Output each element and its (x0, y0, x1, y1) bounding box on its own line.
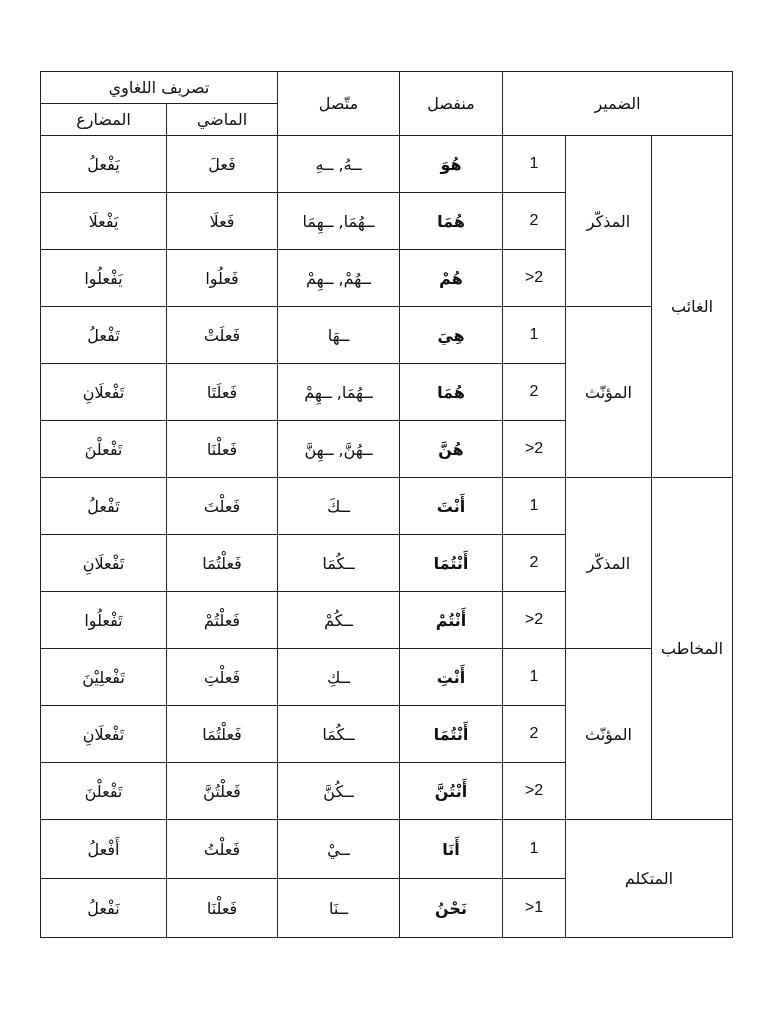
madi-cell: فَعلْتَ (167, 478, 278, 535)
munfasil-cell: أَنْتَ (400, 478, 503, 535)
gender-cell: المذكّر (566, 136, 652, 307)
number-cell: 1 (503, 478, 566, 535)
munfasil-cell: هُوَ (400, 136, 503, 193)
mudari-cell: تَفْعلَانِ (41, 706, 167, 763)
mudari-header: المضارع (41, 104, 167, 136)
munfasil-cell: هِيَ (400, 307, 503, 364)
madi-cell: فَعلْتُ (167, 820, 278, 879)
madi-cell: فَعلْنَا (167, 421, 278, 478)
pronoun-header: الضمير (503, 72, 733, 136)
muttasil-cell: ــكَ (278, 478, 400, 535)
munfasil-cell: أَنْتُنَّ (400, 763, 503, 820)
madi-cell: فَعلَتْ (167, 307, 278, 364)
munfasil-cell: أَنْتُمْ (400, 592, 503, 649)
muttasil-cell: ــكُمَا (278, 535, 400, 592)
madi-cell: فَعلَ (167, 136, 278, 193)
number-cell: 2 (503, 364, 566, 421)
conjugation-header: تصريف اللغاوي (41, 72, 278, 104)
mudari-cell: نَفْعلُ (41, 879, 167, 938)
mudari-cell: تَفْعلْنَ (41, 421, 167, 478)
number-cell: 2 (503, 193, 566, 250)
madi-cell: فَعلْتُمَا (167, 706, 278, 763)
number-cell: 1 (503, 649, 566, 706)
muttasil-cell: ــنَا (278, 879, 400, 938)
number-cell: >2 (503, 250, 566, 307)
table-row (41, 307, 733, 364)
munfasil-cell: أَنَا (400, 820, 503, 879)
munfasil-cell: أَنْتُمَا (400, 535, 503, 592)
mudari-cell: تَفْعلُ (41, 307, 167, 364)
person-cell: المتكلم (566, 820, 733, 938)
munfasil-cell: أَنْتُمَا (400, 706, 503, 763)
number-cell: 1 (503, 136, 566, 193)
header-row-1 (41, 72, 733, 104)
number-cell: >2 (503, 592, 566, 649)
number-cell: 2 (503, 706, 566, 763)
muttasil-header: متّصل (278, 72, 400, 136)
number-cell: >2 (503, 763, 566, 820)
munfasil-cell: هُنَّ (400, 421, 503, 478)
person-cell: الغائب (652, 136, 733, 478)
mudari-cell: تَفْعلَانِ (41, 364, 167, 421)
madi-cell: فَعلْنَا (167, 879, 278, 938)
munfasil-cell: أَنْتِ (400, 649, 503, 706)
madi-cell: فَعلْتُمَا (167, 535, 278, 592)
gender-cell: المؤنّث (566, 307, 652, 478)
mudari-cell: تَفْعلِيْنَ (41, 649, 167, 706)
madi-cell: فَعلْتِ (167, 649, 278, 706)
number-cell: >1 (503, 879, 566, 938)
munfasil-cell: نَحْنُ (400, 879, 503, 938)
munfasil-header: منفصل (400, 72, 503, 136)
madi-cell: فَعلُوا (167, 250, 278, 307)
muttasil-cell: ــهُمْ, ــهِمْ (278, 250, 400, 307)
mudari-cell: يَفْعلُوا (41, 250, 167, 307)
person-cell: المخاطب (652, 478, 733, 820)
gender-cell: المؤنّث (566, 649, 652, 820)
table-row (41, 136, 733, 193)
mudari-cell: يَفْعلَا (41, 193, 167, 250)
muttasil-cell: ــهَا (278, 307, 400, 364)
mudari-cell: تَفْعلُوا (41, 592, 167, 649)
mudari-cell: تَفْعلْنَ (41, 763, 167, 820)
muttasil-cell: ــيْ (278, 820, 400, 879)
madi-cell: فَعلَا (167, 193, 278, 250)
muttasil-cell: ــهُنَّ, ــهِنَّ (278, 421, 400, 478)
number-cell: 1 (503, 820, 566, 879)
madi-header: الماضي (167, 104, 278, 136)
table-row (41, 820, 733, 879)
muttasil-cell: ــهُ, ــهِ (278, 136, 400, 193)
muttasil-cell: ــكُمْ (278, 592, 400, 649)
madi-cell: فَعلْتُمْ (167, 592, 278, 649)
muttasil-cell: ــكِ (278, 649, 400, 706)
table-row (41, 649, 733, 706)
munfasil-cell: هُمَا (400, 193, 503, 250)
muttasil-cell: ــكُمَا (278, 706, 400, 763)
madi-cell: فَعلْتُنَّ (167, 763, 278, 820)
conjugation-table (40, 71, 733, 938)
muttasil-cell: ــهُمَا, ــهِمْ (278, 364, 400, 421)
munfasil-cell: هُمْ (400, 250, 503, 307)
mudari-cell: يَفْعلُ (41, 136, 167, 193)
muttasil-cell: ــكُنَّ (278, 763, 400, 820)
gender-cell: المذكّر (566, 478, 652, 649)
mudari-cell: تَفْعلُ (41, 478, 167, 535)
table-row (41, 478, 733, 535)
madi-cell: فَعلَتَا (167, 364, 278, 421)
muttasil-cell: ــهُمَا, ــهِمَا (278, 193, 400, 250)
number-cell: 1 (503, 307, 566, 364)
number-cell: 2 (503, 535, 566, 592)
mudari-cell: أَفْعلُ (41, 820, 167, 879)
mudari-cell: تَفْعلَانِ (41, 535, 167, 592)
munfasil-cell: هُمَا (400, 364, 503, 421)
number-cell: >2 (503, 421, 566, 478)
